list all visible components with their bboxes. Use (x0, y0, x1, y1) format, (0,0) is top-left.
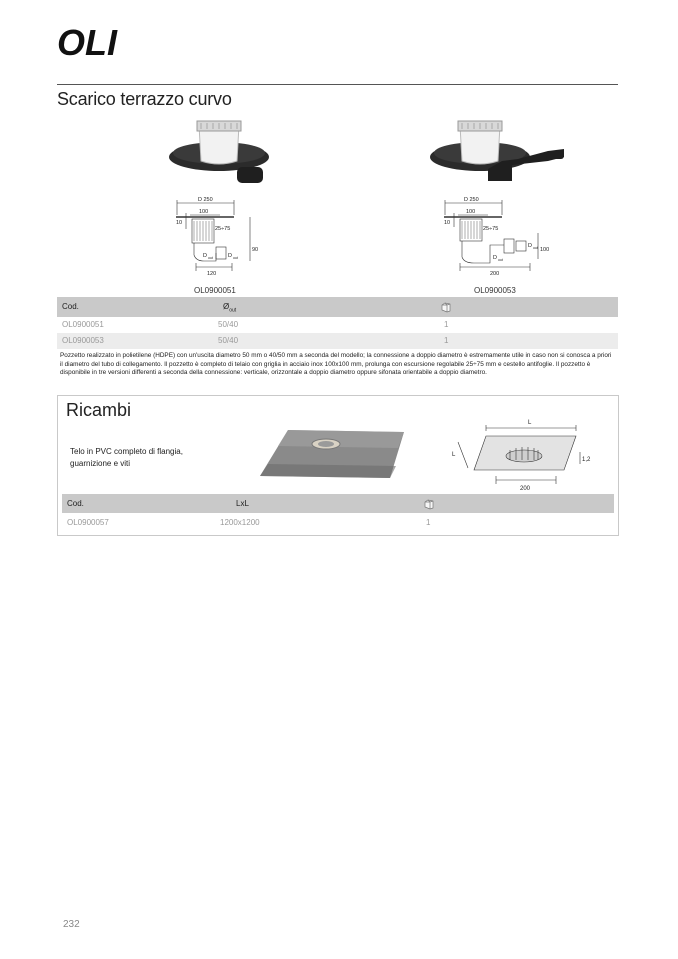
row-code: OL0900051 (62, 320, 104, 329)
pvc-membrane-photo (258, 424, 408, 482)
header-diameter: $Ø_{out}$ (223, 302, 237, 314)
table-row (62, 513, 614, 529)
product-code-2: OL0900053 (474, 286, 516, 295)
product-code-1: OL0900051 (194, 286, 236, 295)
spare-table-header (62, 494, 614, 513)
table-row (57, 317, 618, 333)
row-pack: 1 (444, 336, 449, 345)
dim-bottom: 200 (520, 486, 531, 492)
dim-bottom-label: 200 (490, 271, 500, 277)
dim-dout-sub-2: out (233, 256, 238, 260)
header-code: Cod. (67, 499, 84, 508)
dim-l-top: L (528, 420, 532, 426)
dim-adj-label: 25÷75 (215, 226, 231, 232)
technical-drawing-2 (440, 193, 555, 277)
header-size: LxL (236, 499, 249, 508)
dim-dout-label: D (203, 253, 207, 259)
spare-parts-section (57, 395, 619, 536)
row-pack: 1 (444, 320, 449, 329)
dim-dout-label-2: D (228, 253, 232, 259)
dim-dout-sub: out (533, 246, 538, 250)
spare-parts-title: Ricambi (66, 400, 132, 420)
dim-dout-label-2: D (493, 255, 497, 261)
row-size: 1200x1200 (220, 518, 260, 527)
table-row (57, 333, 618, 349)
dim-d-label: D 250 (464, 197, 479, 203)
spec-table (57, 297, 618, 349)
dim-l-side: L (452, 452, 456, 458)
dim-d-label: D 250 (198, 197, 213, 203)
header-divider (57, 84, 618, 85)
drain-photo-horizontal (428, 117, 568, 189)
dim-adj-label: 25÷75 (483, 226, 499, 232)
dim-dout-sub: out (208, 256, 213, 260)
dim-top-label: 100 (466, 209, 476, 215)
technical-drawing-1 (172, 195, 267, 277)
spec-table-header (57, 297, 618, 317)
row-code: OL0900057 (67, 518, 109, 527)
spare-parts-table (62, 494, 614, 529)
page-title: Scarico terrazzo curvo (57, 89, 232, 109)
dim-dout-sub-2: out (498, 258, 503, 262)
row-code: OL0900053 (62, 336, 104, 345)
dim-height-label: 100 (540, 247, 550, 253)
header-code: Cod. (62, 302, 79, 311)
product-description: Pozzetto realizzato in polietilene (HDPE) con un'uscita diametro 50 mm o 40/50 mm a seconda del modello; la connessione a doppio diametro è estremamente utile in caso non si conosca a priori il diametro del tubo di collegamento. Il pozzetto è completo di telaio con griglia in acciaio inox 100x100 mm, prolunga con escursione regolabile 25÷75 mm e cestello antifoglie. Il pozzetto è disponibile in tre versioni differenti a seconda della connessione: verticale, orizzontale a doppio diametro oppure sifonata orientabile a doppio diametro. (60, 352, 612, 377)
logo-text: OLI (57, 25, 117, 59)
dim-left-label: 10 (176, 220, 183, 226)
row-pack: 1 (426, 518, 431, 527)
drain-photo-vertical (167, 117, 277, 189)
dim-bottom-label: 120 (207, 271, 217, 277)
membrane-drawing (446, 416, 596, 494)
dim-left-label: 10 (444, 220, 451, 226)
oli-logo (57, 25, 127, 59)
spare-parts-description: Telo in PVC completo di flangia, guarnizione e viti (70, 447, 183, 468)
dim-dout-label: D (528, 243, 532, 249)
dim-top-label: 100 (199, 209, 209, 215)
dim-height: 1,2 (582, 457, 591, 463)
dim-height-label: 90 (252, 247, 259, 253)
row-diameter: 50/40 (218, 320, 239, 329)
page-number: 232 (63, 919, 80, 930)
row-diameter: 50/40 (218, 336, 239, 345)
